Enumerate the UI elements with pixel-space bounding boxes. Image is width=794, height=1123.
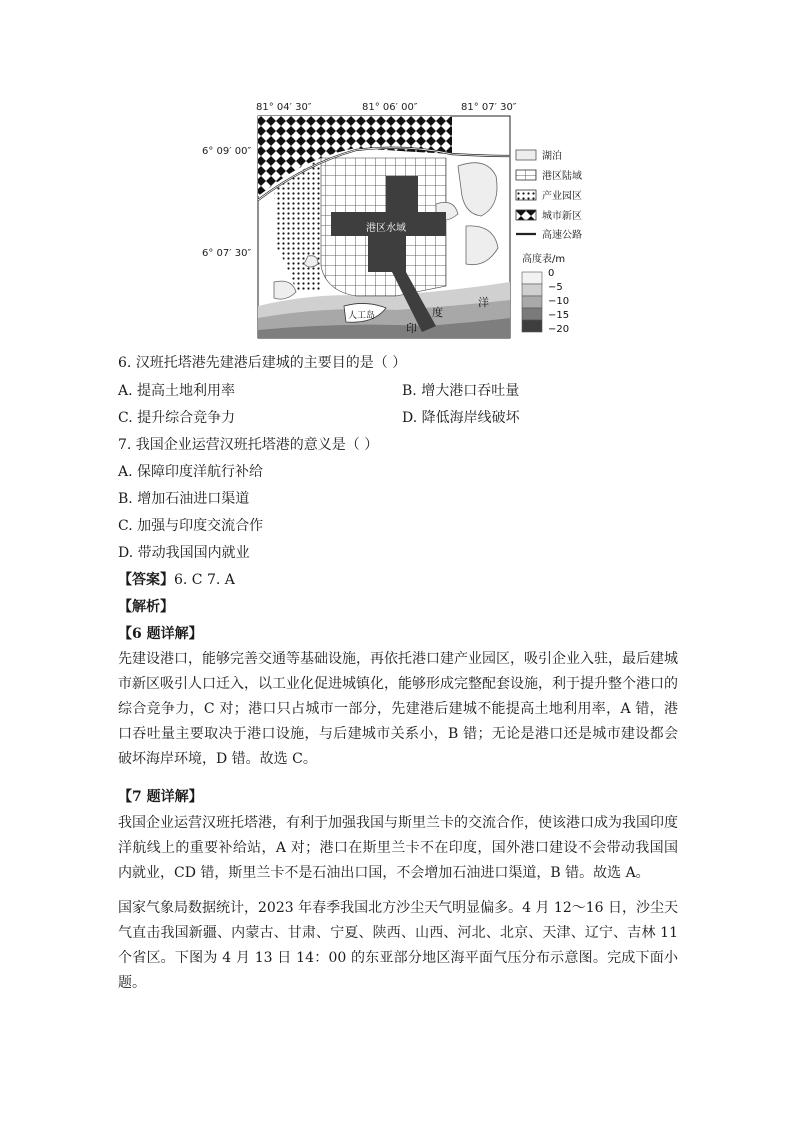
depth-level-1 bbox=[522, 284, 542, 296]
lake-swatch bbox=[516, 150, 536, 160]
depth-tick-3: −15 bbox=[548, 310, 570, 321]
ocean-label-3: 洋 bbox=[478, 296, 489, 309]
dot-swatch bbox=[516, 190, 536, 200]
q6-option-a: A. 提高土地利用率 bbox=[118, 383, 236, 399]
q6-stem: 6. 汉班托塔港先建港后建城的主要目的是（ ） bbox=[118, 355, 407, 371]
q6-option-c: C. 提升综合竞争力 bbox=[118, 410, 236, 426]
diamond-swatch bbox=[516, 210, 536, 220]
port-map-figure bbox=[196, 96, 582, 346]
depth-level-4 bbox=[522, 320, 542, 332]
port-map-svg bbox=[196, 96, 582, 346]
ocean-label-2: 度 bbox=[432, 306, 443, 319]
legend-port-land: 港区陆域 bbox=[542, 171, 582, 182]
q7-detail-heading: 【7 题详解】 bbox=[118, 789, 203, 805]
lon-label-3: 81° 07′ 30″ bbox=[461, 102, 517, 113]
depth-legend-title: 高度表/m bbox=[522, 254, 566, 265]
answer-label: 【答案】 bbox=[118, 572, 174, 588]
depth-tick-1: −5 bbox=[548, 282, 563, 293]
q7-option-b: B. 增加石油进口渠道 bbox=[118, 491, 250, 507]
lon-label-1: 81° 04′ 30″ bbox=[256, 102, 312, 113]
q6-option-d: D. 降低海岸线破坏 bbox=[402, 410, 520, 426]
answer-text: 6. C 7. A bbox=[174, 572, 235, 588]
next-question-intro: 国家气象局数据统计，2023 年春季我国北方沙尘天气明显偏多。4 月 12～16 日，沙尘天气直击我国新疆、内蒙古、甘肃、宁夏、陕西、山西、河北、北京、天津、辽宁、吉林 11 个省区。下图为 4 月 13 日 14：00 的东亚部分地区海平面气压分布示意图。完成下面小题。 bbox=[118, 900, 678, 991]
depth-level-0 bbox=[522, 272, 542, 284]
artificial-island-label: 人工岛 bbox=[348, 311, 376, 321]
q6-detail-text: 先建设港口，能够完善交通等基础设施，再依托港口建产业园区，吸引企业入驻，最后建城市新区吸引人口迁入，以工业化促进城镇化，能够形成完整配套设施，利于提升整个港口的综合竞争力，C 对；港口只占城市一部分，先建港后建城不能提高土地利用率，A 错，港口吞吐量主要取决于港口设施，与后建城市关系小，B 错；无论是港口还是城市建设都会破坏海岸环境，D 错。故选 C。 bbox=[118, 651, 678, 767]
depth-tick-2: −10 bbox=[548, 296, 570, 307]
map-legend bbox=[516, 149, 582, 335]
grid-swatch bbox=[516, 170, 536, 180]
port-water-label: 港区水域 bbox=[366, 223, 406, 234]
depth-tick-0: 0 bbox=[548, 268, 555, 279]
legend-lake: 湖泊 bbox=[542, 151, 562, 162]
analysis-label: 【解析】 bbox=[118, 599, 174, 615]
q7-stem: 7. 我国企业运营汉班托塔港的意义是（ ） bbox=[118, 437, 379, 453]
legend-industrial: 产业园区 bbox=[542, 191, 582, 202]
lat-label-2: 6° 07′ 30″ bbox=[202, 248, 252, 259]
depth-level-2 bbox=[522, 296, 542, 308]
legend-highway: 高速公路 bbox=[542, 230, 582, 241]
q6-detail-heading: 【6 题详解】 bbox=[118, 626, 203, 642]
q7-option-a: A. 保障印度洋航行补给 bbox=[118, 464, 264, 480]
q7-option-c: C. 加强与印度交流合作 bbox=[118, 518, 264, 534]
ocean-label-1: 印 bbox=[406, 322, 417, 335]
lon-label-2: 81° 06′ 00″ bbox=[362, 102, 418, 113]
lat-label-1: 6° 09′ 00″ bbox=[202, 146, 252, 157]
depth-level-3 bbox=[522, 308, 542, 320]
depth-tick-4: −20 bbox=[548, 324, 570, 335]
legend-city: 城市新区 bbox=[542, 211, 582, 222]
q7-option-d: D. 带动我国国内就业 bbox=[118, 545, 250, 561]
q6-option-b: B. 增大港口吞吐量 bbox=[402, 383, 520, 399]
q7-detail-text: 我国企业运营汉班托塔港，有利于加强我国与斯里兰卡的交流合作，使该港口成为我国印度洋航线上的重要补给站，A 对；港口在斯里兰卡不在印度，国外港口建设不会带动我国国内就业，CD 错，斯里兰卡不是石油出口国，不会增加石油进口渠道，B 错。故选 A。 bbox=[118, 815, 678, 881]
answer-row bbox=[118, 569, 235, 589]
